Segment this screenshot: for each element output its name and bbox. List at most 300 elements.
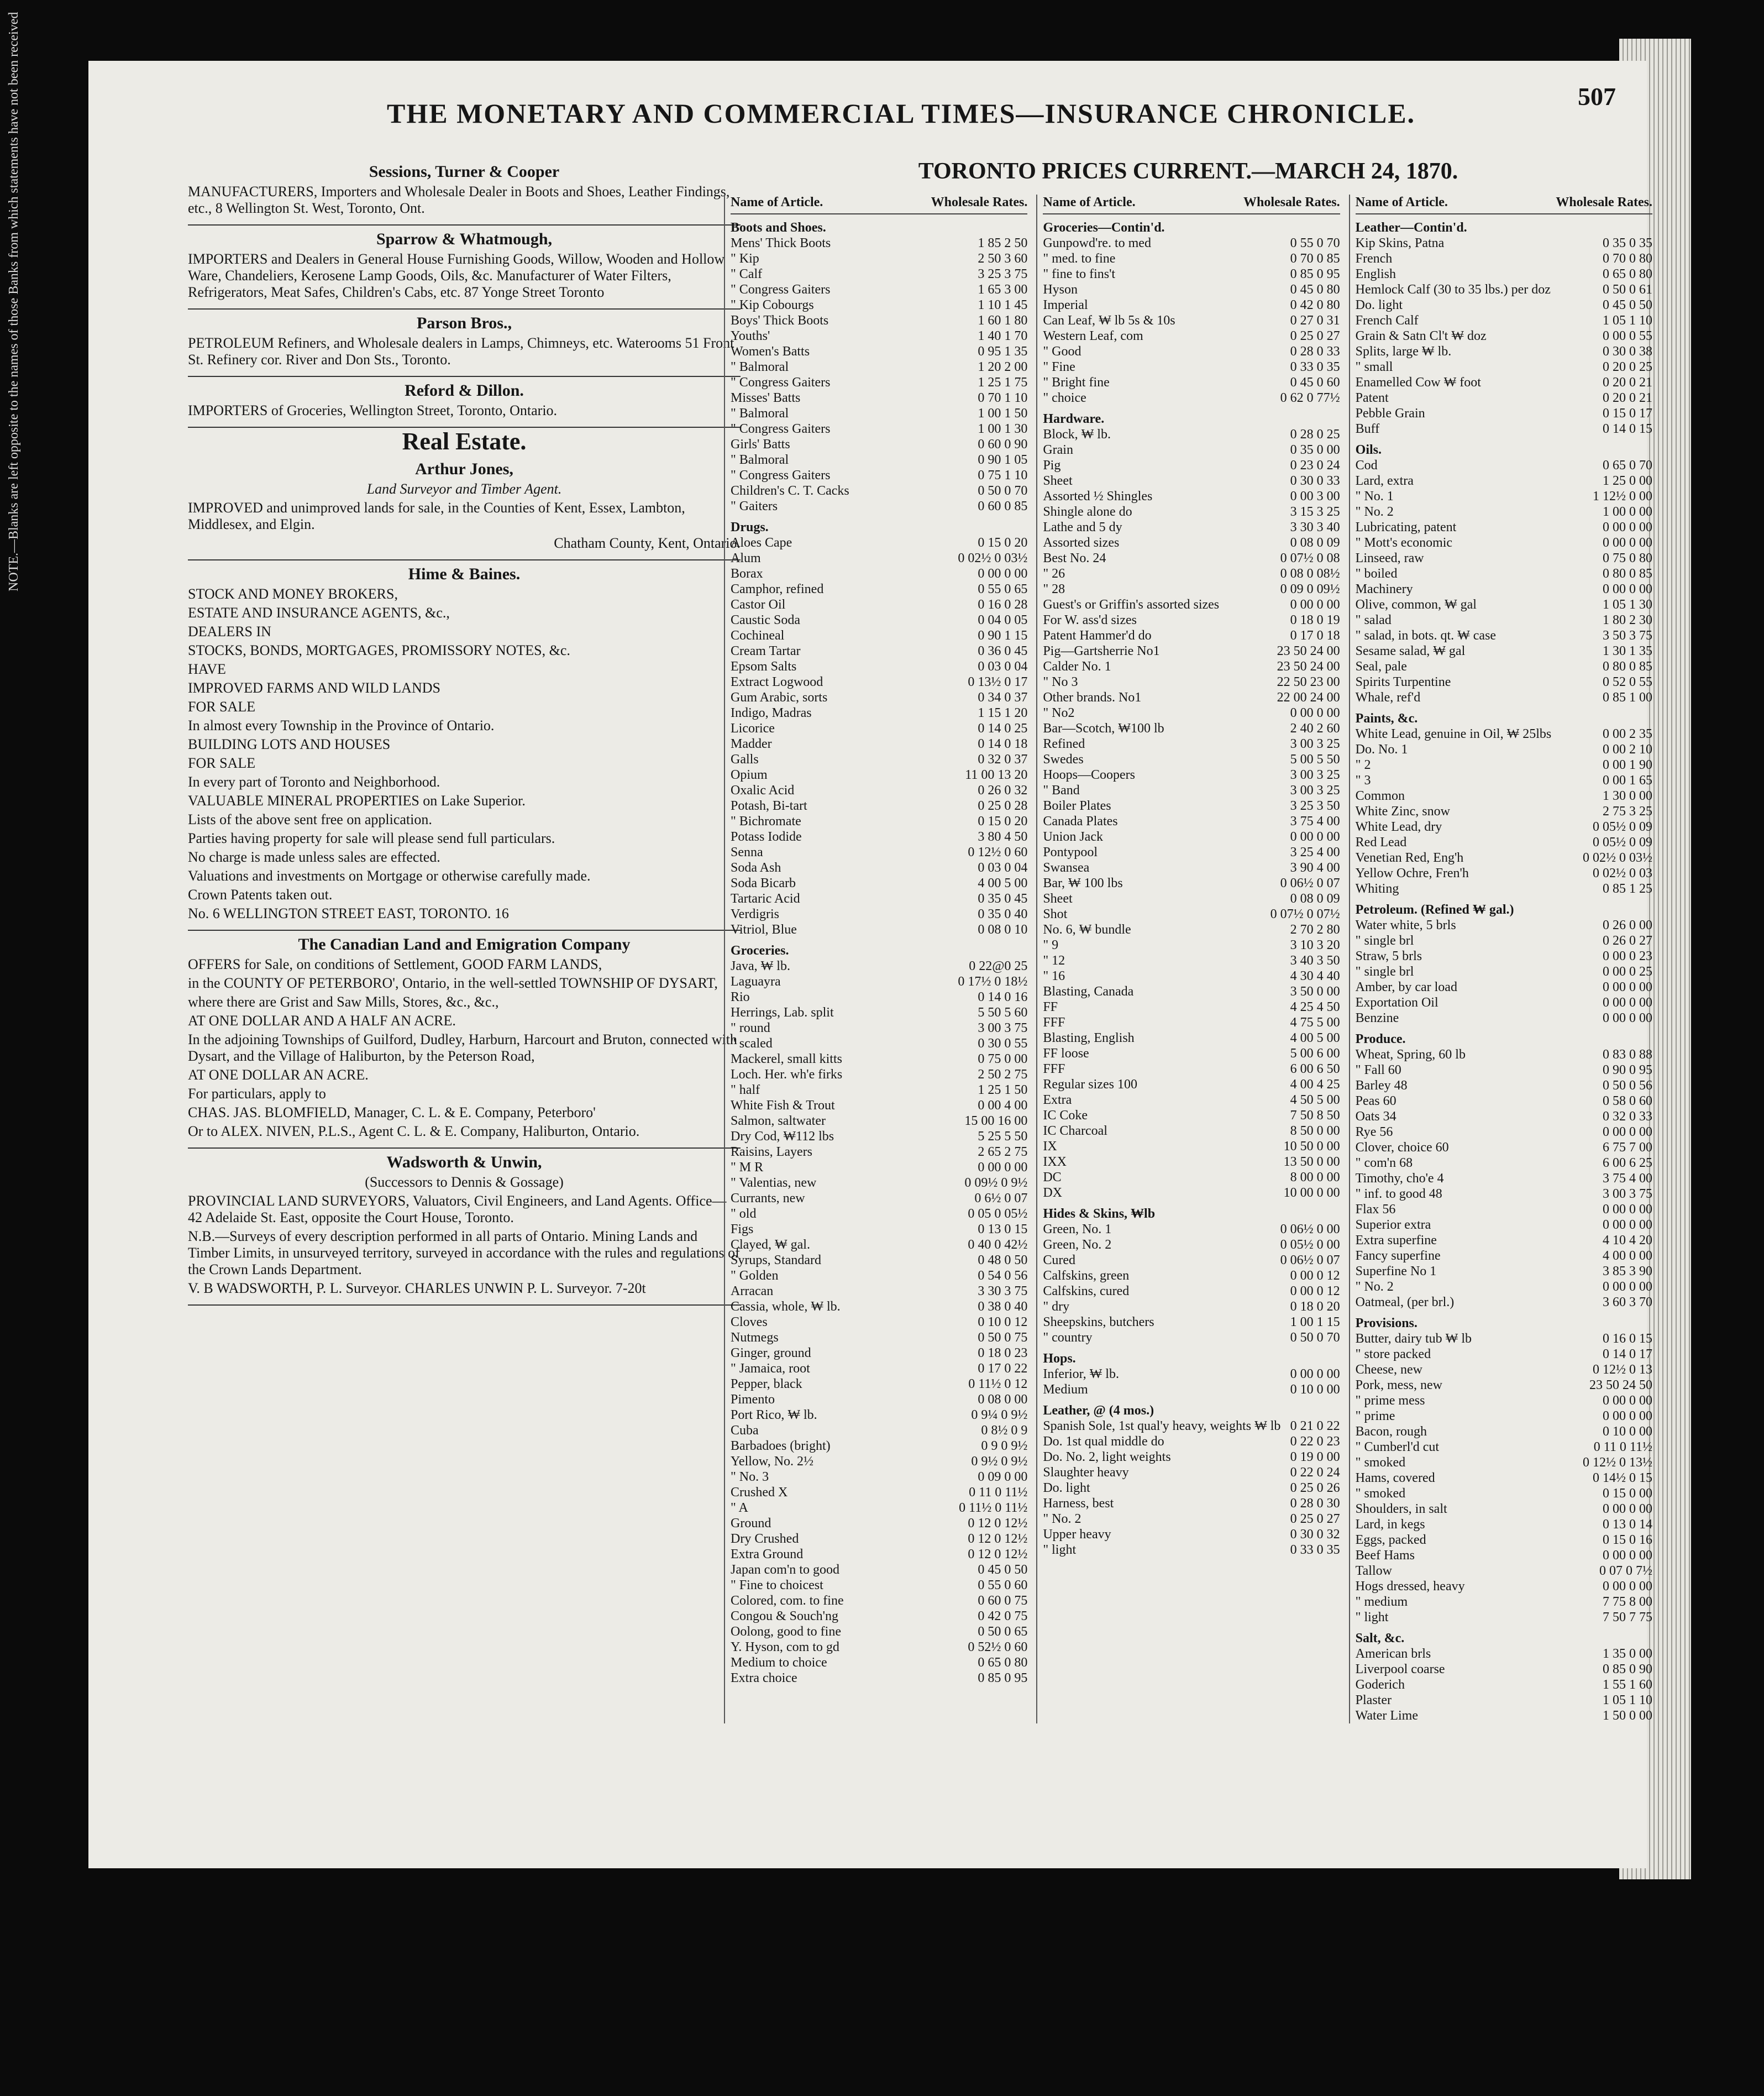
table-row (731, 1283, 1027, 1299)
article-rate: 1 20 2 00 (978, 360, 1028, 374)
table-row (731, 406, 1027, 421)
table-row (1043, 767, 1340, 783)
article-name: " smoked (1355, 1455, 1406, 1470)
article-name: Pork, mess, new (1355, 1378, 1442, 1392)
column-header (731, 195, 1027, 214)
article-name: " A (731, 1501, 748, 1515)
table-row (1356, 1486, 1652, 1501)
article-name: " light (1043, 1543, 1077, 1557)
article-rate: 0 45 0 50 (978, 1563, 1028, 1577)
article-rate: 7 50 7 75 (1602, 1610, 1652, 1625)
table-row (1043, 1511, 1340, 1527)
table-row (1356, 1331, 1652, 1346)
article-name: Boys' Thick Boots (731, 313, 829, 328)
ad-block (188, 377, 741, 428)
table-row (1043, 1030, 1340, 1046)
article-name: Swedes (1043, 752, 1084, 767)
article-name: Hams, covered (1355, 1471, 1435, 1485)
article-name: Cochineal (731, 628, 785, 643)
table-row (1356, 866, 1652, 881)
table-row (1356, 1470, 1652, 1486)
article-rate: 3 25 3 50 (1290, 799, 1340, 813)
table-row (1043, 659, 1340, 674)
article-rate: 2 40 2 60 (1290, 721, 1340, 736)
article-rate: 0 00 0 00 (978, 567, 1028, 581)
article-rate: 0 60 0 85 (978, 499, 1028, 513)
table-row (1043, 1015, 1340, 1030)
article-rate: 0 80 0 85 (1602, 567, 1652, 581)
article-rate: 6 00 6 50 (1290, 1062, 1340, 1076)
article-rate: 1 80 2 30 (1602, 613, 1652, 627)
article-rate: 0 70 0 80 (1602, 251, 1652, 266)
article-name: " choice (1043, 391, 1086, 405)
article-rate: 0 65 0 80 (1602, 267, 1652, 281)
table-row (1043, 566, 1340, 581)
article-rate: 0 00 0 00 (1602, 1218, 1652, 1232)
table-row (731, 282, 1027, 297)
article-rate: 0 70 0 85 (1290, 251, 1340, 266)
advertisements-column (188, 158, 741, 1306)
real-estate-heading: Real Estate. (402, 428, 527, 455)
article-name: Lubricating, patent (1355, 520, 1457, 535)
table-row (1043, 1046, 1340, 1061)
table-row (731, 958, 1027, 974)
article-name: Misses' Batts (731, 391, 801, 405)
table-row (1356, 949, 1652, 964)
article-name: Buff (1355, 422, 1380, 436)
wadsworth-text: PROVINCIAL LAND SURVEYORS, Valuators, Civil Engineers, and Land Agents. Office—42 Adelaide St. East, opposite the Court House, Toronto. (188, 1193, 727, 1225)
article-rate: 0 05 0 05½ (968, 1207, 1028, 1221)
table-row (1356, 612, 1652, 628)
table-row (1356, 1408, 1652, 1424)
article-rate: 22 00 24 00 (1277, 690, 1340, 705)
article-rate: 0 17½ 0 18½ (958, 974, 1028, 989)
section-heading: Provisions. (1355, 1316, 1418, 1330)
article-name: Eggs, packed (1355, 1533, 1426, 1547)
table-row (1043, 953, 1340, 968)
table-row (1356, 1646, 1652, 1662)
hime-line: IMPROVED FARMS AND WILD LANDS (188, 680, 440, 696)
article-rate: 0 19 0 00 (1290, 1450, 1340, 1464)
article-name: Madder (731, 737, 772, 751)
article-name: Tartaric Acid (731, 892, 800, 906)
hime-line: VALUABLE MINERAL PROPERTIES on Lake Superior. (188, 793, 526, 809)
table-row (1043, 282, 1340, 297)
table-row (731, 390, 1027, 406)
article-name: Pebble Grain (1355, 406, 1425, 421)
ad-text: IMPORTERS of Groceries, Wellington Street, Toronto, Ontario. (188, 402, 558, 418)
article-rate: 0 06½ 0 07 (1280, 876, 1340, 890)
article-rate: 0 12 0 12½ (968, 1532, 1028, 1546)
table-row (1043, 375, 1340, 390)
article-name: Dry Crushed (731, 1532, 799, 1546)
article-name: Common (1355, 789, 1405, 803)
table-row (1356, 1532, 1652, 1548)
table-row (731, 989, 1027, 1005)
table-row (1043, 1139, 1340, 1154)
article-name: Colored, com. to fine (731, 1594, 844, 1608)
table-row (1356, 1346, 1652, 1362)
article-name: Canada Plates (1043, 814, 1118, 829)
table-row (1043, 690, 1340, 705)
hime-line: No charge is made unless sales are effected. (188, 849, 440, 865)
article-name: Boiler Plates (1043, 799, 1111, 813)
table-row (731, 1438, 1027, 1454)
table-row (1043, 1449, 1340, 1465)
table-row (1356, 1124, 1652, 1140)
article-rate: 0 90 1 05 (978, 453, 1028, 467)
article-rate: 0 16 0 15 (1602, 1332, 1652, 1346)
hime-line: FOR SALE (188, 755, 256, 771)
table-row (731, 1345, 1027, 1361)
article-name: Benzine (1355, 1011, 1399, 1025)
article-rate: 0 90 1 15 (978, 628, 1028, 643)
article-name: DX (1043, 1186, 1062, 1200)
table-row (1043, 1418, 1340, 1434)
article-rate: 1 25 0 00 (1602, 474, 1652, 488)
article-rate: 0 22 0 24 (1290, 1465, 1340, 1480)
arthur-subtitle: Land Surveyor and Timber Agent. (366, 481, 562, 497)
table-row (1043, 1077, 1340, 1092)
hime-line: In almost every Township in the Province of Ontario. (188, 717, 495, 733)
table-row (1356, 520, 1652, 535)
canadian-line: OFFERS for Sale, on conditions of Settlement, GOOD FARM LANDS, (188, 956, 602, 972)
table-row (1043, 251, 1340, 266)
article-name: Licorice (731, 721, 775, 736)
article-name: FFF (1043, 1062, 1065, 1076)
masthead: THE MONETARY AND COMMERCIAL TIMES—INSURANCE CHRONICLE. (387, 98, 1416, 129)
table-row (1356, 726, 1652, 742)
table-row (731, 437, 1027, 452)
article-rate: 3 00 3 25 (1290, 768, 1340, 782)
table-row (731, 266, 1027, 282)
article-name: French Calf (1355, 313, 1419, 328)
article-rate: 5 25 5 50 (978, 1129, 1028, 1144)
table-row (731, 1407, 1027, 1423)
article-rate: 11 00 13 20 (965, 768, 1028, 782)
article-name: FF (1043, 1000, 1058, 1014)
article-rate: 0 00 0 00 (1290, 706, 1340, 720)
article-rate: 0 15 0 17 (1602, 406, 1652, 421)
arthur-place: Chatham County, Kent, Ontario. (554, 535, 741, 551)
article-rate: 3 85 3 90 (1602, 1264, 1652, 1278)
table-row (1356, 1424, 1652, 1439)
article-rate: 3 50 0 00 (1290, 984, 1340, 999)
article-rate: 0 12½ 0 13½ (1582, 1455, 1652, 1470)
table-row (731, 1500, 1027, 1516)
table-row (1043, 1283, 1340, 1299)
table-row (1356, 597, 1652, 612)
article-name: Upper heavy (1043, 1527, 1111, 1542)
hime-line: HAVE (188, 661, 226, 677)
article-name: Swansea (1043, 861, 1090, 875)
prices-area (724, 158, 1652, 1723)
article-name: " 2 (1355, 758, 1371, 772)
article-rate: 0 03 0 04 (978, 659, 1028, 674)
article-name: " Bright fine (1043, 375, 1110, 390)
ad-block (188, 158, 741, 226)
article-name: Oats 34 (1355, 1109, 1397, 1124)
hime-line: Lists of the above sent free on application. (188, 811, 432, 827)
article-rate: 0 26 0 00 (1602, 918, 1652, 932)
table-row (1356, 1677, 1652, 1692)
ad-block (188, 310, 741, 377)
article-name: Dry Cod, ₩112 lbs (731, 1129, 834, 1144)
article-rate: 0 06½ 0 00 (1280, 1222, 1340, 1236)
table-row (731, 566, 1027, 581)
article-name: " 28 (1043, 582, 1065, 596)
article-name: " half (731, 1083, 760, 1097)
article-rate: 0 60 0 90 (978, 437, 1028, 452)
article-rate: 0 21 0 22 (1290, 1419, 1340, 1433)
article-rate: 7 50 8 50 (1290, 1108, 1340, 1123)
table-row (1043, 1253, 1340, 1268)
article-rate: 1 25 1 75 (978, 375, 1028, 390)
article-name: " Calf (731, 267, 763, 281)
article-rate: 0 00 0 00 (1290, 1367, 1340, 1381)
canadian-line: AT ONE DOLLAR AN ACRE. (188, 1067, 369, 1083)
article-name: " Bichromate (731, 814, 801, 829)
article-rate: 22 50 23 00 (1277, 675, 1340, 689)
article-name: " prime mess (1355, 1393, 1425, 1408)
table-row (1043, 860, 1340, 876)
table-row (1043, 442, 1340, 458)
article-name: Mens' Thick Boots (731, 236, 831, 250)
article-rate: 0 15 0 20 (978, 814, 1028, 829)
article-rate: 0 8½ 0 9 (981, 1423, 1028, 1438)
article-name: Y. Hyson, com to gd (731, 1640, 839, 1654)
article-rate: 0 00 2 35 (1602, 727, 1652, 741)
table-row (731, 597, 1027, 612)
article-rate: 0 58 0 60 (1602, 1094, 1652, 1108)
article-rate: 0 9¼ 0 9½ (971, 1408, 1028, 1422)
article-rate: 0 00 0 00 (1602, 1409, 1652, 1423)
arthur-text: IMPROVED and unimproved lands for sale, in the Counties of Kent, Essex, Lambton, Middlesex, and Elgin. (188, 500, 685, 532)
article-rate: 0 12 0 12½ (968, 1547, 1028, 1561)
table-row (1043, 876, 1340, 891)
article-rate: 0 05½ 0 09 (1592, 820, 1652, 834)
table-row (1043, 1330, 1340, 1345)
article-name: Whale, ref'd (1355, 690, 1421, 705)
article-rate: 0 04 0 05 (978, 613, 1028, 627)
article-name: " salad, in bots. qt. ₩ case (1355, 628, 1497, 643)
article-name: Can Leaf, ₩ lb 5s & 10s (1043, 313, 1175, 328)
article-name: Oxalic Acid (731, 783, 795, 798)
article-name: " Good (1043, 344, 1082, 359)
table-row (1356, 235, 1652, 251)
article-rate: 3 60 3 70 (1602, 1295, 1652, 1309)
article-rate: 0 28 0 33 (1290, 344, 1340, 359)
table-row (731, 814, 1027, 829)
article-name: Block, ₩ lb. (1043, 427, 1111, 442)
article-rate: 3 10 3 20 (1290, 938, 1340, 952)
table-row (1356, 964, 1652, 979)
table-row (731, 1268, 1027, 1283)
article-rate: 3 25 3 75 (978, 267, 1028, 281)
article-name: Green, No. 1 (1043, 1222, 1112, 1236)
price-column (1349, 195, 1652, 1723)
table-row (1356, 406, 1652, 421)
article-rate: 7 75 8 00 (1602, 1595, 1652, 1609)
table-row (1356, 995, 1652, 1010)
article-name: Medium to choice (731, 1655, 827, 1670)
article-name: Herrings, Lab. split (731, 1005, 834, 1020)
article-rate: 0 14 0 18 (978, 737, 1028, 751)
table-row (731, 674, 1027, 690)
table-row (1356, 266, 1652, 282)
table-title: TORONTO PRICES CURRENT.—MARCH 24, 1870. (918, 159, 1458, 184)
article-rate: 1 25 1 50 (978, 1083, 1028, 1097)
article-rate: 5 00 6 00 (1290, 1046, 1340, 1061)
article-name: Hyson (1043, 282, 1078, 297)
article-name: Exportation Oil (1355, 995, 1439, 1010)
article-rate: 0 00 0 25 (1602, 965, 1652, 979)
article-name: " Jamaica, root (731, 1361, 810, 1376)
table-row (1043, 643, 1340, 659)
article-rate: 3 00 3 25 (1290, 737, 1340, 751)
article-rate: 4 30 4 40 (1290, 969, 1340, 983)
table-row (1043, 473, 1340, 489)
article-rate: 4 75 5 00 (1290, 1015, 1340, 1030)
table-row (1356, 1548, 1652, 1563)
article-rate: 3 30 3 75 (978, 1284, 1028, 1298)
article-rate: 0 14 0 17 (1602, 1347, 1652, 1361)
table-row (731, 1299, 1027, 1314)
article-name: Potash, Bi-tart (731, 799, 807, 813)
article-rate: 0 26 0 32 (978, 783, 1028, 798)
article-rate: 0 30 0 32 (1290, 1527, 1340, 1542)
article-rate: 0 00 1 65 (1602, 773, 1652, 788)
table-row (731, 1376, 1027, 1392)
article-name: " Kip (731, 251, 759, 266)
article-header: Name of Article. (1355, 195, 1448, 209)
article-name: Crushed X (731, 1485, 788, 1500)
table-row (1043, 922, 1340, 937)
table-row (1043, 504, 1340, 520)
article-name: Alum (731, 551, 761, 565)
table-row (1356, 979, 1652, 995)
article-name: Lard, extra (1355, 474, 1414, 488)
article-name: " Congress Gaiters (731, 422, 831, 436)
article-name: Extra choice (731, 1671, 797, 1685)
article-name: Straw, 5 brls (1355, 949, 1422, 963)
article-name: " M R (731, 1160, 764, 1175)
table-row (1356, 458, 1652, 473)
article-rate: 8 50 0 00 (1290, 1124, 1340, 1138)
table-row (1043, 1496, 1340, 1511)
article-rate: 23 50 24 50 (1589, 1378, 1652, 1392)
article-rate: 0 00 2 10 (1602, 742, 1652, 757)
section-heading: Produce. (1355, 1032, 1406, 1046)
article-rate: 0 20 0 25 (1602, 360, 1652, 374)
article-name: Cassia, whole, ₩ lb. (731, 1299, 841, 1314)
table-row (1043, 1061, 1340, 1077)
table-row (731, 767, 1027, 783)
article-name: No. 6, ₩ bundle (1043, 923, 1131, 937)
ad-title: Reford & Dillon. (405, 381, 524, 400)
table-row (1356, 390, 1652, 406)
table-row (1043, 984, 1340, 999)
article-rate: 0 00 1 90 (1602, 758, 1652, 772)
article-rate: 0 42 0 75 (978, 1609, 1028, 1623)
table-row (1043, 845, 1340, 860)
article-rate: 0 22@0 25 (969, 959, 1028, 973)
article-name: Water white, 5 brls (1355, 918, 1456, 932)
table-row (731, 1051, 1027, 1067)
table-row (1356, 1501, 1652, 1517)
article-rate: 0 35 0 40 (978, 907, 1028, 921)
article-rate: 0 85 1 25 (1602, 882, 1652, 896)
article-rate: 0 60 0 75 (978, 1594, 1028, 1608)
section-heading: Hides & Skins, ₩lb (1043, 1207, 1156, 1221)
hime-line: ESTATE AND INSURANCE AGENTS, &c., (188, 605, 450, 621)
article-rate: 0 07 0 7½ (1599, 1564, 1652, 1578)
article-header: Name of Article. (1043, 195, 1136, 209)
article-rate: 0 45 0 60 (1290, 375, 1340, 390)
article-name: Epsom Salts (731, 659, 797, 674)
article-name: Goderich (1355, 1678, 1405, 1692)
arthur-title: Arthur Jones, (415, 460, 513, 478)
table-row (731, 798, 1027, 814)
article-name: White Fish & Trout (731, 1098, 835, 1113)
wadsworth-subtitle: (Successors to Dennis & Gossage) (365, 1174, 564, 1190)
wadsworth-sig: V. B WADSWORTH, P. L. Surveyor. CHARLES UNWIN P. L. Surveyor. 7-20t (188, 1280, 646, 1296)
article-rate: 1 00 1 15 (1290, 1315, 1340, 1329)
rates-header: Wholesale Rates. (931, 195, 1028, 209)
table-row (731, 1005, 1027, 1020)
article-name: IX (1043, 1139, 1057, 1154)
article-name: French (1355, 251, 1393, 266)
section-heading: Petroleum. (Refined ₩ gal.) (1355, 903, 1514, 917)
article-rate: 0 45 0 80 (1290, 282, 1340, 297)
table-row (1043, 427, 1340, 442)
article-rate: 0 14½ 0 15 (1592, 1471, 1652, 1485)
article-name: Olive, common, ₩ gal (1355, 598, 1477, 612)
section-heading: Hardware. (1043, 412, 1105, 426)
table-row (731, 499, 1027, 514)
article-name: Women's Batts (731, 344, 810, 359)
article-name: Machinery (1355, 582, 1413, 596)
article-rate: 1 60 1 80 (978, 313, 1028, 328)
article-name: Medium (1043, 1382, 1088, 1397)
table-row (1043, 968, 1340, 984)
article-name: Bar, ₩ 100 lbs (1043, 876, 1123, 890)
hime-line: STOCKS, BONDS, MORTGAGES, PROMISSORY NOTES, &c. (188, 642, 570, 658)
article-rate: 0 10 0 12 (978, 1315, 1028, 1329)
article-name: Splits, large ₩ lb. (1355, 344, 1452, 359)
article-name: Red Lead (1355, 835, 1407, 850)
article-name: Extract Logwood (731, 675, 823, 689)
article-rate: 4 25 4 50 (1290, 1000, 1340, 1014)
article-rate: 4 00 5 00 (1290, 1031, 1340, 1045)
table-row (731, 1175, 1027, 1191)
article-rate: 0 28 0 30 (1290, 1496, 1340, 1511)
table-row (731, 1608, 1027, 1624)
article-name: Mackerel, small kitts (731, 1052, 842, 1066)
article-name: Regular sizes 100 (1043, 1077, 1137, 1092)
table-row (1356, 1517, 1652, 1532)
article-name: " No 3 (1043, 675, 1078, 689)
article-name: Superior extra (1355, 1218, 1431, 1232)
canadian-line: Or to ALEX. NIVEN, P.L.S., Agent C. L. & E. Company, Haliburton, Ontario. (188, 1123, 640, 1139)
table-row (1043, 721, 1340, 736)
table-row (1356, 581, 1652, 597)
table-row (731, 1253, 1027, 1268)
table-row (731, 313, 1027, 328)
table-row (1356, 1140, 1652, 1155)
article-rate: 0 00 0 00 (1602, 1280, 1652, 1294)
article-rate: 3 30 3 40 (1290, 520, 1340, 535)
